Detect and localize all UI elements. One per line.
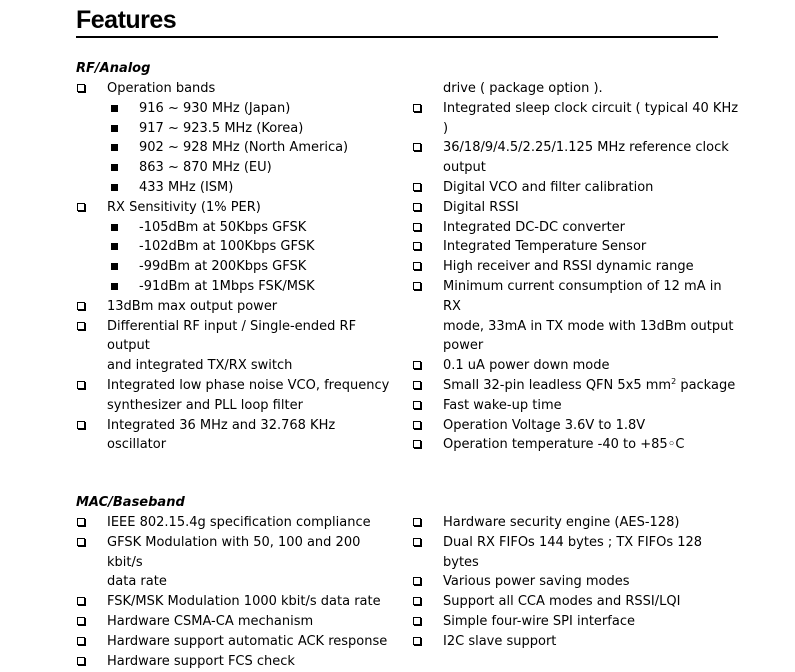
sub-list-item: -102dBm at 100Kbps GFSK: [76, 237, 396, 257]
checkbox-bullet-icon: [77, 518, 85, 526]
list-item: Dual RX FIFOs 144 bytes ; TX FIFOs 128 bytes: [412, 533, 742, 573]
section-heading-mac-baseband: MAC/Baseband: [76, 495, 185, 510]
square-bullet-icon: [111, 224, 118, 231]
rf-right-column: [412, 79, 742, 455]
square-bullet-icon: [111, 125, 118, 132]
list-item: 0.1 uA power down mode: [412, 356, 742, 376]
checkbox-bullet-icon: [413, 440, 421, 448]
checkbox-bullet-icon: [77, 203, 85, 211]
square-bullet-icon: [111, 184, 118, 191]
square-bullet-icon: [111, 164, 118, 171]
list-item: Integrated 36 MHz and 32.768 KHz oscillator: [76, 416, 396, 456]
checkbox-bullet-icon: [77, 538, 85, 546]
checkbox-bullet-icon: [77, 421, 85, 429]
square-bullet-icon: [111, 283, 118, 290]
list-item: Digital VCO and filter calibration: [412, 178, 742, 198]
checkbox-bullet-icon: [77, 302, 85, 310]
list-item: Integrated Temperature Sensor: [412, 237, 742, 257]
checkbox-bullet-icon: [413, 203, 421, 211]
list-item-continuation: drive ( package option ).: [443, 81, 603, 96]
list-item-continuation: output: [443, 160, 486, 176]
checkbox-bullet-icon: [413, 361, 421, 369]
checkbox-bullet-icon: [413, 597, 421, 605]
checkbox-bullet-icon: [413, 223, 421, 231]
list-item: Minimum current consumption of 12 mA in RX: [412, 277, 742, 317]
list-item-continuation: synthesizer and PLL loop filter: [107, 397, 303, 413]
section-heading-rf-analog: RF/Analog: [76, 61, 151, 76]
checkbox-bullet-icon: [77, 597, 85, 605]
square-bullet-icon: [111, 105, 118, 112]
checkbox-bullet-icon: [413, 421, 421, 429]
list-item: Hardware support FCS check: [76, 652, 396, 672]
list-item: Support all CCA modes and RSSI/LQI: [412, 592, 742, 612]
checkbox-bullet-icon: [413, 538, 421, 546]
list-item: 36/18/9/4.5/2.25/1.125 MHz reference clock: [412, 138, 742, 158]
list-item-continuation: mode, 33mA in TX mode with 13dBm output: [443, 318, 734, 334]
list-item: Digital RSSI: [412, 198, 742, 218]
checkbox-bullet-icon: [413, 183, 421, 191]
checkbox-bullet-icon: [413, 381, 421, 389]
checkbox-bullet-icon: [413, 143, 421, 151]
mac-right-column: [412, 513, 742, 652]
list-item: Integrated low phase noise VCO, frequency: [76, 376, 396, 396]
sub-list-item: 902 ~ 928 MHz (North America): [76, 138, 396, 158]
square-bullet-icon: [111, 243, 118, 250]
list-item: Operation Voltage 3.6V to 1.8V: [412, 416, 742, 436]
list-item: High receiver and RSSI dynamic range: [412, 257, 742, 277]
sub-list-item: 917 ~ 923.5 MHz (Korea): [76, 119, 396, 139]
list-item: RX Sensitivity (1% PER): [76, 198, 396, 218]
sub-list-item: 433 MHz (ISM): [76, 178, 396, 198]
checkbox-bullet-icon: [77, 657, 85, 665]
list-item: IEEE 802.15.4g specification compliance: [76, 513, 396, 533]
sub-list-item: -105dBm at 50Kbps GFSK: [76, 218, 396, 238]
list-item: Operation bands: [76, 79, 396, 99]
checkbox-bullet-icon: [77, 322, 85, 330]
list-item: Integrated sleep clock circuit ( typical 40 KHz ): [412, 99, 742, 139]
checkbox-bullet-icon: [77, 617, 85, 625]
list-item: I2C slave support: [412, 632, 742, 652]
sub-list-item: -99dBm at 200Kbps GFSK: [76, 257, 396, 277]
list-item: Various power saving modes: [412, 572, 742, 592]
list-item-continuation: data rate: [107, 574, 167, 590]
square-bullet-icon: [111, 263, 118, 270]
list-item: Hardware support automatic ACK response: [76, 632, 396, 652]
sub-list-item: -91dBm at 1Mbps FSK/MSK: [76, 277, 396, 297]
list-item: Small 32-pin leadless QFN 5x5 $mm^2$ package: [412, 376, 742, 396]
checkbox-bullet-icon: [413, 401, 421, 409]
list-item: Hardware security engine (AES-128): [412, 513, 742, 533]
mac-left-column: [76, 513, 396, 671]
list-item: Operation temperature -40 to +85◦C: [412, 435, 742, 455]
checkbox-bullet-icon: [413, 617, 421, 625]
list-item: 13dBm max output power: [76, 297, 396, 317]
checkbox-bullet-icon: [77, 637, 85, 645]
superscript: 2: [671, 376, 677, 386]
checkbox-bullet-icon: [77, 84, 85, 92]
checkbox-bullet-icon: [413, 637, 421, 645]
list-item-continuation: and integrated TX/RX switch: [107, 358, 293, 374]
list-item: Fast wake-up time: [412, 396, 742, 416]
rf-left-column: [76, 79, 396, 455]
list-item: FSK/MSK Modulation 1000 kbit/s data rate: [76, 592, 396, 612]
list-item: Hardware CSMA-CA mechanism: [76, 612, 396, 632]
list-item: Differential RF input / Single-ended RF output: [76, 317, 396, 357]
checkbox-bullet-icon: [77, 381, 85, 389]
list-item: Integrated DC-DC converter: [412, 218, 742, 238]
list-item-continuation: power: [443, 338, 484, 354]
checkbox-bullet-icon: [413, 518, 421, 526]
sub-list-item: 916 ~ 930 MHz (Japan): [76, 99, 396, 119]
sub-list-item: 863 ~ 870 MHz (EU): [76, 158, 396, 178]
square-bullet-icon: [111, 144, 118, 151]
page-title: Features: [76, 4, 718, 38]
checkbox-bullet-icon: [413, 262, 421, 270]
checkbox-bullet-icon: [413, 242, 421, 250]
checkbox-bullet-icon: [413, 577, 421, 585]
list-item: Simple four-wire SPI interface: [412, 612, 742, 632]
checkbox-bullet-icon: [413, 104, 421, 112]
list-item: GFSK Modulation with 50, 100 and 200 kbit/s: [76, 533, 396, 573]
checkbox-bullet-icon: [413, 282, 421, 290]
